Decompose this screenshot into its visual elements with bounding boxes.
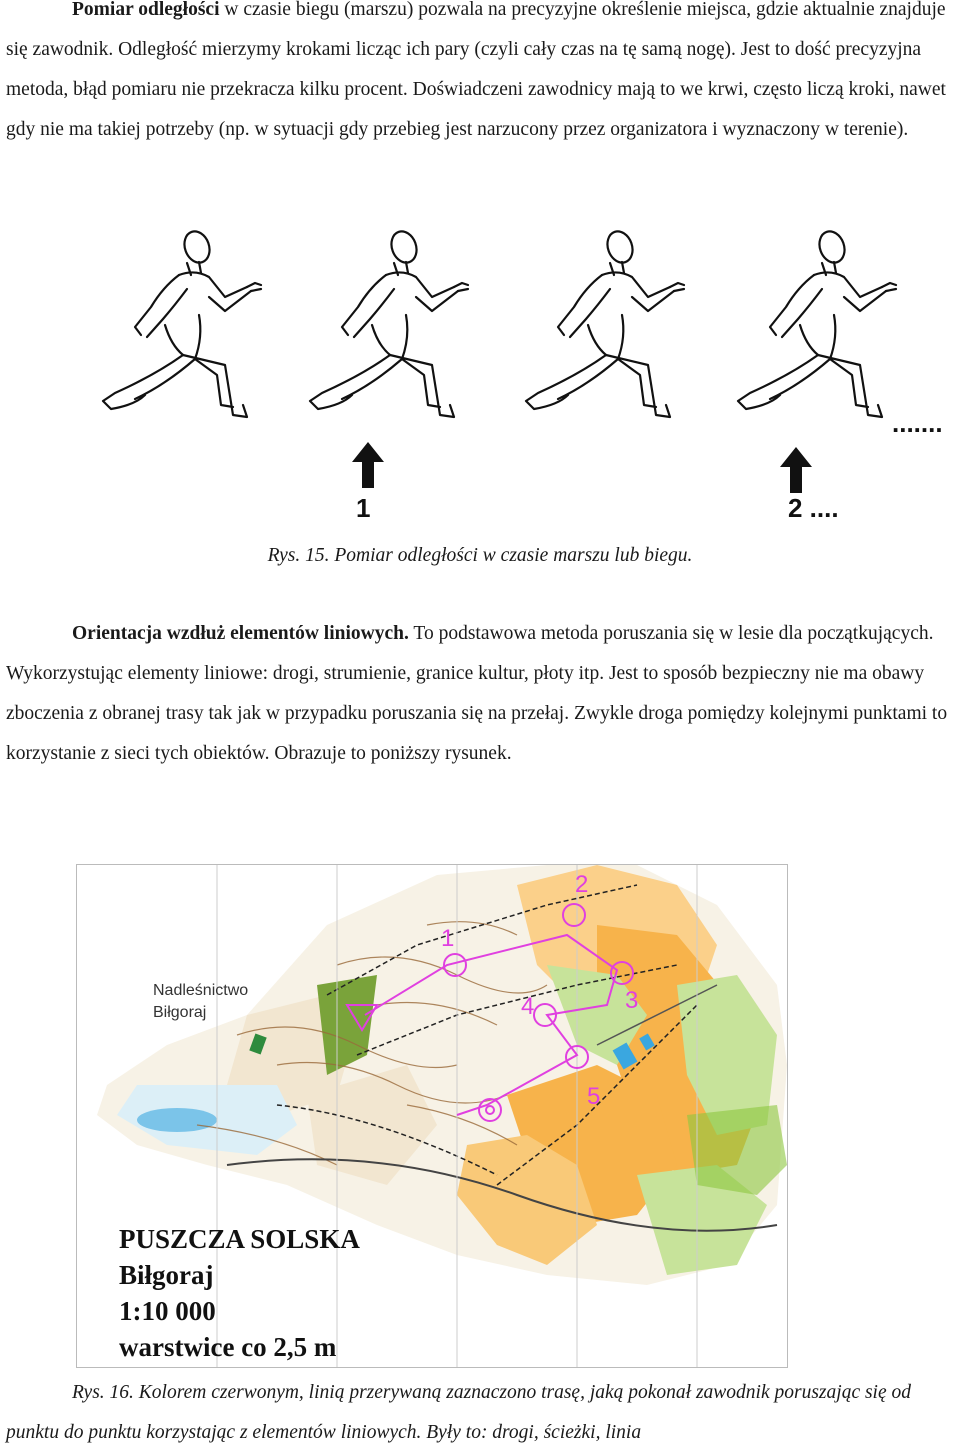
forestry-label-line2: Biłgoraj	[153, 1004, 207, 1021]
checkpoint-4-label: 4	[521, 993, 535, 1020]
paragraph-lead: Pomiar odległości	[72, 0, 220, 20]
walker-figure-2	[282, 225, 492, 425]
checkpoint-1-label: 1	[441, 925, 455, 952]
walker-figure-1	[75, 225, 285, 425]
paragraph-lead: Orientacja wzdłuż elementów liniowych.	[72, 623, 409, 644]
step-marker-2: 2 ....	[788, 493, 839, 523]
figure-caption-15: Rys. 15. Pomiar odległości w czasie marszu lub biegu.	[267, 545, 693, 566]
arrow-up-icon	[778, 445, 814, 495]
checkpoint-5-label: 5	[587, 1083, 601, 1110]
paragraph-distance-measurement	[6, 0, 952, 150]
walker-figure-4	[710, 225, 920, 425]
checkpoint-3-label: 3	[625, 987, 639, 1014]
walking-figures-illustration	[60, 225, 960, 525]
map-title-scale: 1:10 000	[119, 1296, 216, 1326]
paragraph-linear-orientation	[6, 614, 952, 774]
walker-figure-3	[498, 225, 708, 425]
figure-caption-16: Rys. 16. Kolorem czerwonym, linią przerywaną zaznaczono trasę, jaką pokonał zawodnik poruszając się od punktu do punktu korzystając z elementów liniowych. Były to: drogi, ścieżki, linia	[6, 1382, 912, 1443]
map-title-name: PUSZCZA SOLSKA	[119, 1224, 360, 1254]
continuation-dots: .......	[892, 408, 943, 438]
map-title-town: Biłgoraj	[119, 1260, 214, 1290]
paragraph-text: To podstawowa metoda poruszania się w lesie dla początkujących. Wykorzystując elementy liniowe: drogi, strumienie, granice kultur, płoty itp. Jest to sposób bezpieczny nie ma obawy zboczenia z obranej trasy tak jak w przypadku poruszania się na przełaj. Zwykle droga pomiędzy kolejnymi punktami to korzystanie z sieci tych obiektów. Obrazuje to poniższy rysunek.	[6, 623, 948, 764]
forestry-label	[153, 980, 248, 1024]
map-title-block	[119, 1221, 360, 1365]
step-marker-1: 1	[356, 493, 371, 523]
map-title-contours: warstwice co 2,5 m	[119, 1332, 337, 1362]
orienteering-map	[76, 864, 788, 1368]
arrow-up-icon	[350, 440, 386, 490]
forestry-label-line1: Nadleśnictwo	[153, 982, 249, 999]
checkpoint-2-label: 2	[575, 871, 589, 898]
paragraph-text: w czasie biegu (marszu) pozwala na precyzyjne określenie miejsca, gdzie aktualnie znajduje się zawodnik. Odległość mierzymy krokami licząc ich pary (czyli cały czas na tę samą nogę). Jest to dość precyzyjna metoda, błąd pomiaru nie przekracza kilku procent. Doświadczeni zawodnicy mają to we krwi, często liczą kroki, nawet gdy nie ma takiej potrzeby (np. w sytuacji gdy przebieg jest narzucony przez organizatora i wyznaczony w terenie).	[6, 0, 946, 140]
